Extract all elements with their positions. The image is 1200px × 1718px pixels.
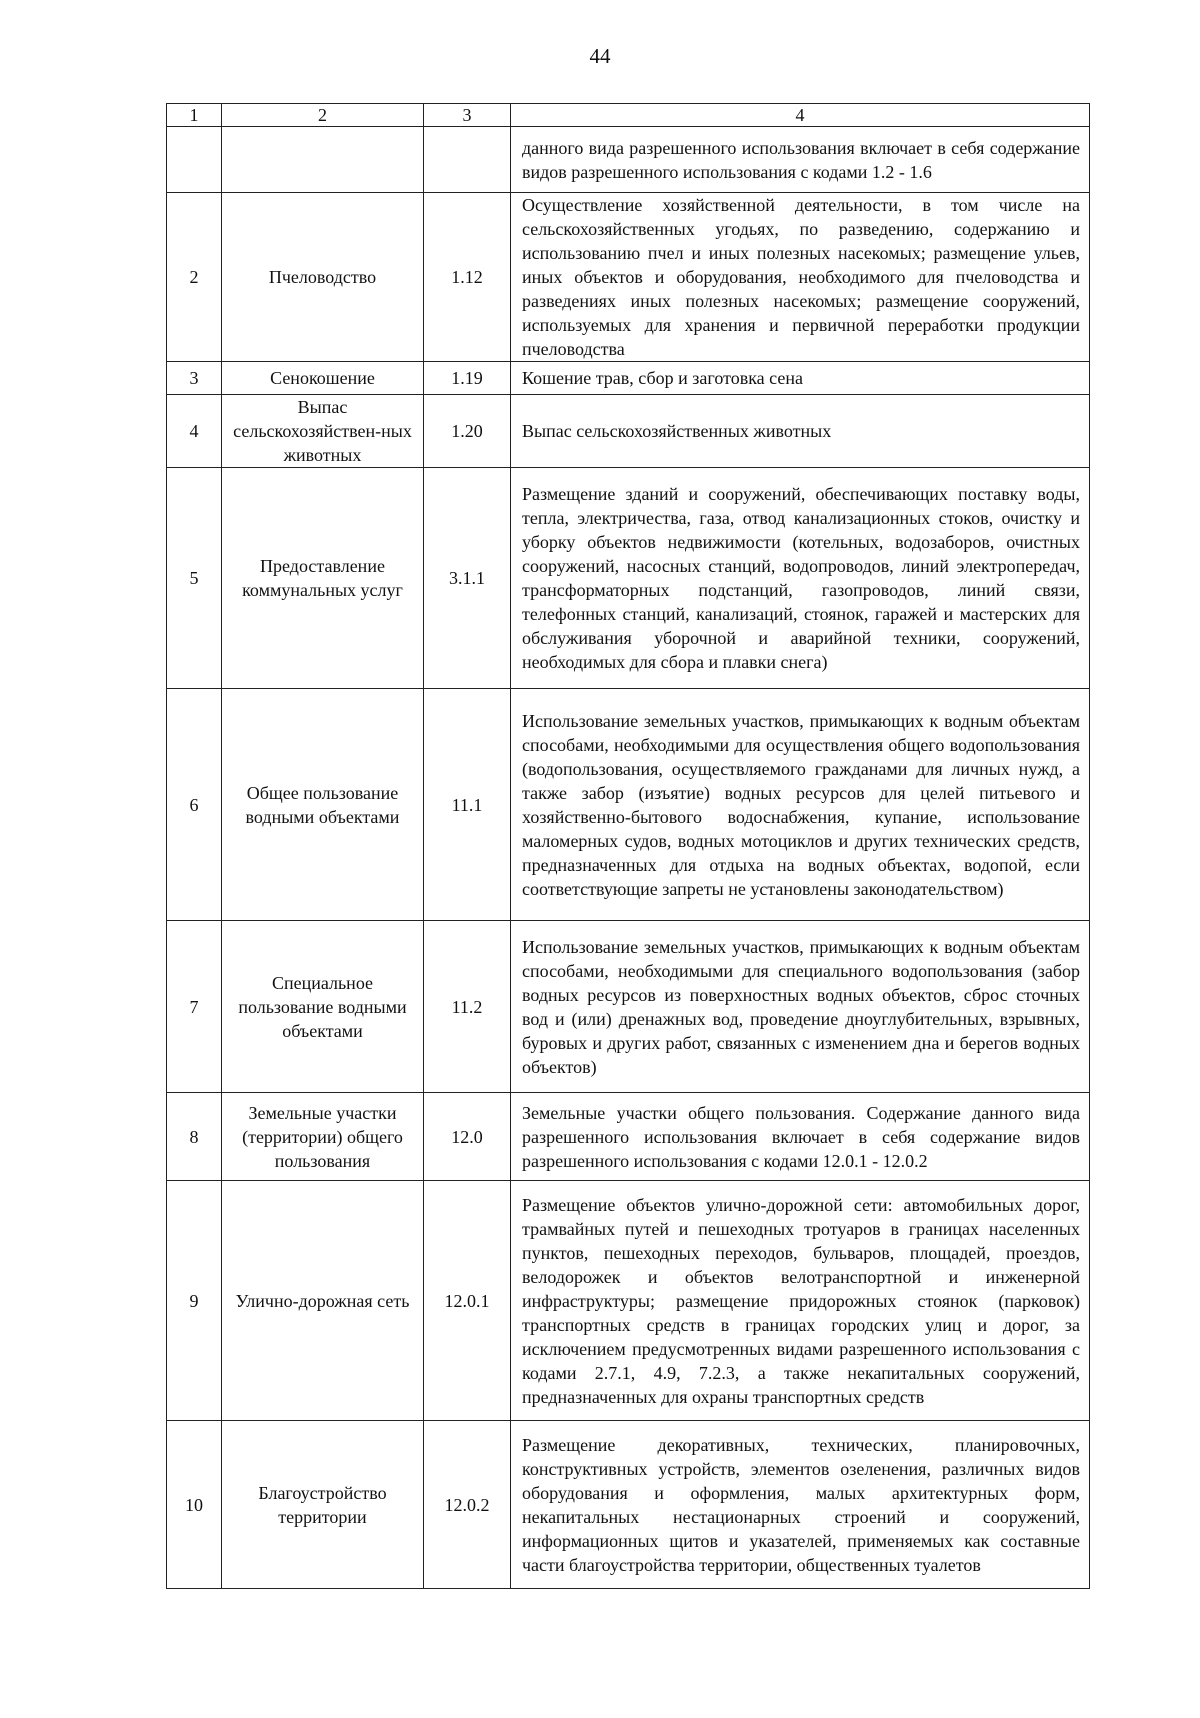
- row-code: 1.19: [424, 362, 511, 395]
- table-row: [167, 127, 1090, 193]
- row-description: Размещение объектов улично-дорожной сети: автомобильных дорог, трамвайных путей и пешеходных тротуаров в границах населенных пунктов, пешеходных переходов, бульваров, площадей, проездов, велодорожек и объектов велотранспортной и инженерной инфраструктуры; размещение придорожных стоянок (парковок) транспортных средств в границах городских улиц и дорог, за исключением предусмотренных видами разрешенного использования с кодами 2.7.1, 4.9, 7.2.3, а также некапитальных сооружений, предназначенных для охраны транспортных средств: [511, 1181, 1090, 1421]
- row-number: 9: [167, 1181, 222, 1421]
- row-number: 2: [167, 193, 222, 362]
- row-name: Предоставление коммунальных услуг: [222, 468, 424, 689]
- row-number: 7: [167, 921, 222, 1093]
- row-name: Сенокошение: [222, 362, 424, 395]
- row-code: 12.0.1: [424, 1181, 511, 1421]
- row-name: Улично-дорожная сеть: [222, 1181, 424, 1421]
- row-name: Специальное пользование водными объектами: [222, 921, 424, 1093]
- table-row: [167, 1093, 1090, 1181]
- table-row: [167, 395, 1090, 468]
- row-name: Земельные участки (территории) общего пользования: [222, 1093, 424, 1181]
- row-description: Размещение зданий и сооружений, обеспечивающих поставку воды, тепла, электричества, газа, отвод канализационных стоков, очистку и уборку объектов недвижимости (котельных, водозаборов, очистных сооружений, насосных станций, водопроводов, линий электропередач, трансформаторных подстанций, газопроводов, линий связи, телефонных станций, канализаций, стоянок, гаражей и мастерских для обслуживания уборочной и аварийной техники, сооружений, необходимых для сбора и плавки снега): [511, 468, 1090, 689]
- header-col-4: 4: [511, 104, 1090, 127]
- row-description: Использование земельных участков, примыкающих к водным объектам способами, необходимыми для специального водопользования (забор водных ресурсов из поверхностных водных объектов, сброс сточных вод и (или) дренажных вод, проведение дноуглубительных, взрывных, буровых и других работ, связанных с изменением дна и берегов водных объектов): [511, 921, 1090, 1093]
- row-code: 1.20: [424, 395, 511, 468]
- table-row: [167, 193, 1090, 362]
- row-code: 1.12: [424, 193, 511, 362]
- row-name: Общее пользование водными объектами: [222, 689, 424, 921]
- land-use-table: [166, 103, 1090, 1589]
- row-code: 12.0: [424, 1093, 511, 1181]
- header-col-3: 3: [424, 104, 511, 127]
- table-header-row: [167, 104, 1090, 127]
- table-row: [167, 362, 1090, 395]
- row-description: Использование земельных участков, примыкающих к водным объектам способами, необходимыми для осуществления общего водопользования (водопользования, осуществляемого гражданами для личных нужд, а также забор (изъятие) водных ресурсов для целей питьевого и хозяйственно-бытового водоснабжения, купание, использование маломерных судов, водных мотоциклов и других технических средств, предназначенных для отдыха на водных объектах, водопой, если соответствующие запреты не установлены законодательством): [511, 689, 1090, 921]
- row-description: Земельные участки общего пользования. Содержание данного вида разрешенного использования включает в себя содержание видов разрешенного использования с кодами 12.0.1 - 12.0.2: [511, 1093, 1090, 1181]
- row-number: 8: [167, 1093, 222, 1181]
- row-name: Выпас сельскохозяйствен-ных животных: [222, 395, 424, 468]
- row-number: [167, 127, 222, 193]
- row-description: Кошение трав, сбор и заготовка сена: [511, 362, 1090, 395]
- row-name: Благоустройство территории: [222, 1421, 424, 1589]
- row-code: [424, 127, 511, 193]
- row-code: 11.2: [424, 921, 511, 1093]
- row-number: 4: [167, 395, 222, 468]
- table-row: [167, 1421, 1090, 1589]
- table-row: [167, 921, 1090, 1093]
- row-description: Осуществление хозяйственной деятельности, в том числе на сельскохозяйственных угодьях, по разведению, содержанию и использованию пчел и иных полезных насекомых; размещение ульев, иных объектов и оборудования, необходимого для пчеловодства и разведениях иных полезных насекомых; размещение сооружений, используемых для хранения и первичной переработки продукции пчеловодства: [511, 193, 1090, 362]
- row-code: 12.0.2: [424, 1421, 511, 1589]
- row-description: Размещение декоративных, технических, планировочных, конструктивных устройств, элементов озеленения, различных видов оборудования и оформления, малых архитектурных форм, некапитальных нестационарных строений и сооружений, информационных щитов и указателей, применяемых как составные части благоустройства территории, общественных туалетов: [511, 1421, 1090, 1589]
- row-number: 10: [167, 1421, 222, 1589]
- row-number: 6: [167, 689, 222, 921]
- table-row: [167, 1181, 1090, 1421]
- header-col-2: 2: [222, 104, 424, 127]
- header-col-1: 1: [167, 104, 222, 127]
- row-description: данного вида разрешенного использования включает в себя содержание видов разрешенного использования с кодами 1.2 - 1.6: [511, 127, 1090, 193]
- row-number: 3: [167, 362, 222, 395]
- table-row: [167, 468, 1090, 689]
- table-row: [167, 689, 1090, 921]
- row-number: 5: [167, 468, 222, 689]
- page-number: 44: [589, 44, 611, 68]
- row-code: 11.1: [424, 689, 511, 921]
- row-name: Пчеловодство: [222, 193, 424, 362]
- row-name: [222, 127, 424, 193]
- row-code: 3.1.1: [424, 468, 511, 689]
- row-description: Выпас сельскохозяйственных животных: [511, 395, 1090, 468]
